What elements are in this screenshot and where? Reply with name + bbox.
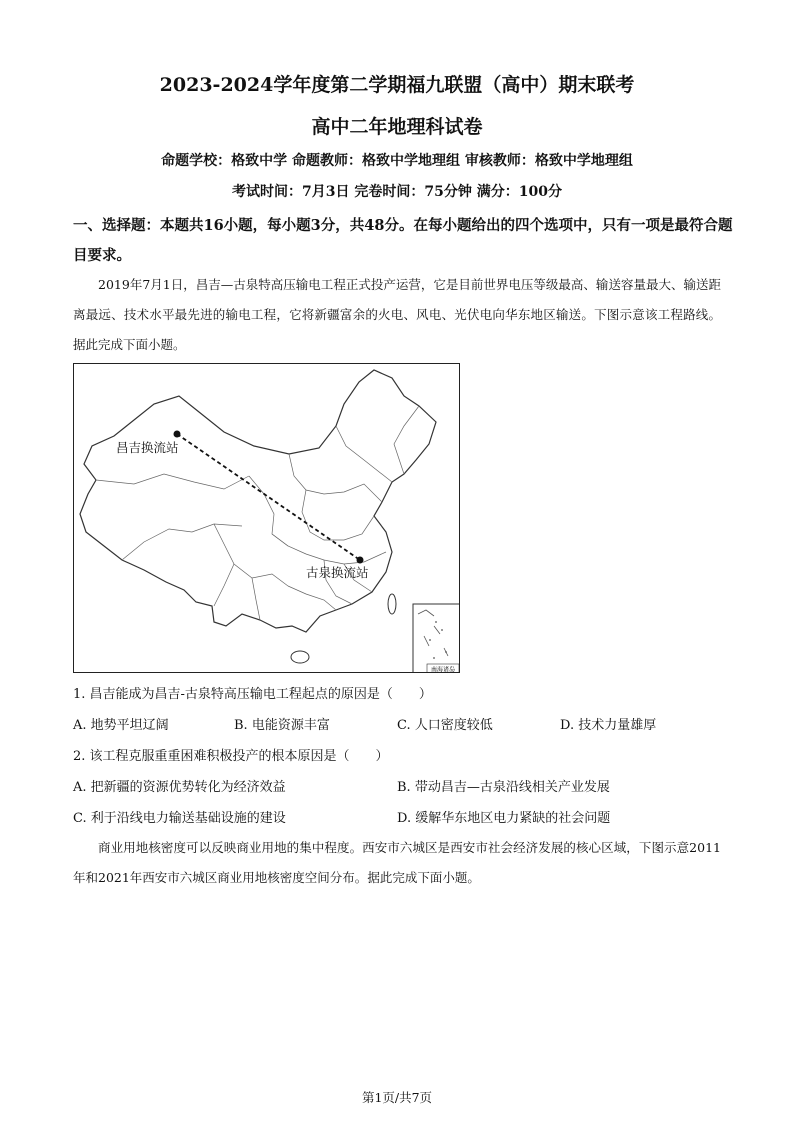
question-1-stem: 1. 昌吉能成为昌吉-古泉特高压输电工程起点的原因是（ ）: [73, 687, 432, 702]
taiwan-island: [388, 594, 396, 614]
china-outline: [80, 370, 436, 632]
q2-option-c: C. 利于沿线电力输送基础设施的建设: [73, 811, 286, 826]
q2-option-d: D. 缓解华东地区电力紧缺的社会问题: [397, 811, 611, 826]
q1-option-a: A. 地势平坦辽阔: [73, 718, 169, 733]
guquan-station-label: 古泉换流站: [306, 565, 369, 580]
q1-option-c: C. 人口密度较低: [397, 718, 493, 733]
section-heading: 一、选择题：本题共16小题，每小题3分，共48分。在每小题给出的四个选项中，只有一项是最符合题目要求。: [73, 217, 733, 264]
q2-option-a: A. 把新疆的资源优势转化为经济效益: [73, 780, 286, 795]
q1-option-d: D. 技术力量雄厚: [560, 718, 657, 733]
south-china-sea-inset: [413, 604, 460, 673]
china-map-figure: [73, 363, 460, 673]
transmission-route-line: [177, 434, 360, 560]
exam-subtitle: 高中二年地理科试卷: [311, 116, 483, 138]
question-2-stem: 2. 该工程克服重重困难积极投产的根本原因是（ ）: [73, 749, 389, 764]
exam-authors: 命题学校：格致中学 命题教师：格致中学地理组 审核教师：格致中学地理组: [161, 153, 633, 169]
page-footer: 第1页/共7页: [361, 1090, 433, 1105]
province-boundaries: [96, 406, 419, 620]
q2-option-b: B. 带动昌吉—古泉沿线相关产业发展: [397, 780, 610, 795]
guquan-station-dot: [357, 557, 364, 564]
q1-option-b: B. 电能资源丰富: [234, 718, 330, 733]
map-drawing: [74, 364, 460, 673]
passage-1: 2019年7月1日，昌吉—古泉特高压输电工程正式投产运营，它是目前世界电压等级最高、输送容量最大、输送距离最远、技术水平最先进的输电工程，它将新疆富余的火电、风电、光伏电向华东地区输送。下图示意该工程路线。据此完成下面小题。: [73, 277, 721, 352]
changji-station-dot: [174, 431, 181, 438]
inset-label: 南海诸岛: [430, 666, 456, 674]
passage-2: 商业用地核密度可以反映商业用地的集中程度。西安市六城区是西安市社会经济发展的核心区域，下图示意2011年和2021年西安市六城区商业用地核密度空间分布。据此完成下面小题。: [73, 840, 721, 885]
exam-timing: 考试时间：7月3日 完卷时间：75分钟 满分：100分: [232, 184, 562, 200]
exam-title: 2023-2024学年度第二学期福九联盟（高中）期末联考: [159, 74, 635, 96]
changji-station-label: 昌吉换流站: [116, 440, 179, 455]
hainan-island: [291, 651, 309, 663]
